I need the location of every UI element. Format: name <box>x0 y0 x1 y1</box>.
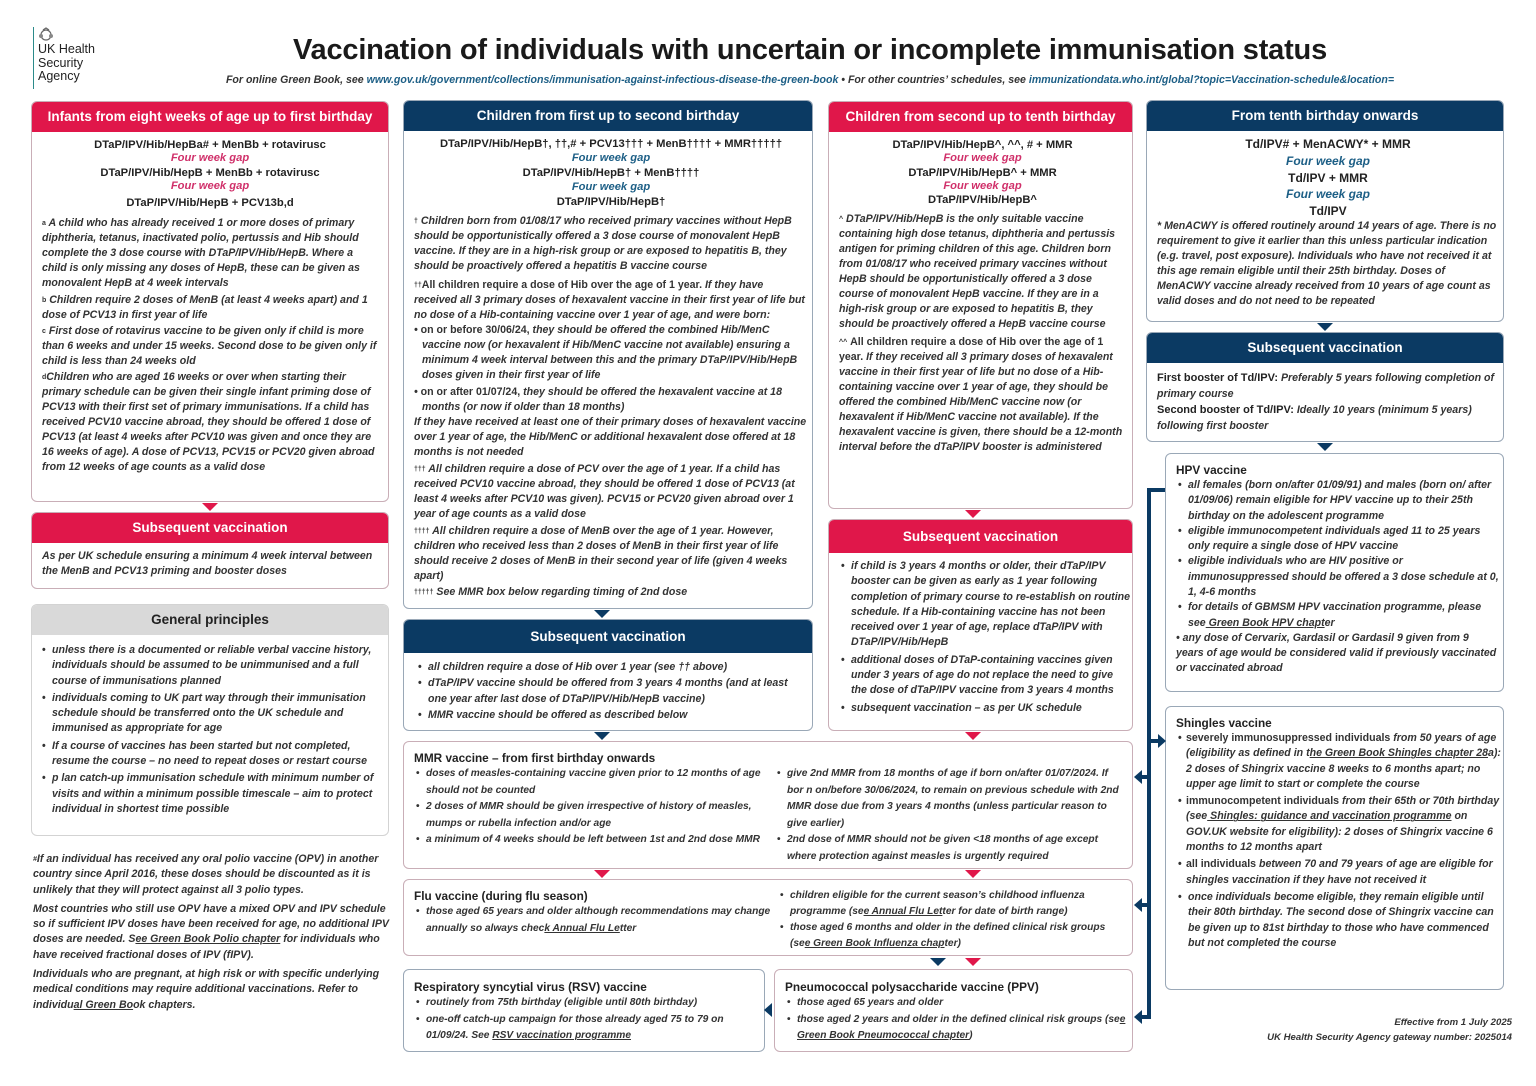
booster-label: Second booster of Td/IPV: <box>1157 404 1294 416</box>
effective-date: Effective from 1 July 2025 <box>1394 1017 1512 1028</box>
tenth-subsequent-header: Subsequent vaccination <box>1147 333 1503 363</box>
flu-right-column <box>778 888 1126 952</box>
green-book-influenza-link[interactable]: e Green Book Influenza chap <box>804 938 945 949</box>
subsequent-text: As per UK schedule ensuring a minimum 4 week interval between the MenB and PCV13 priming and booster doses <box>42 550 373 577</box>
rsv-panel <box>403 969 765 1052</box>
footnote <box>42 216 378 291</box>
shingles-item-text: between 70 and 79 years of age are eligible for shingles vaccination if they have not received it <box>1186 858 1493 886</box>
footnote-mark: † <box>414 218 418 225</box>
annual-flu-letter-link[interactable]: k Annual Flu Le <box>544 922 620 934</box>
flu-columns <box>414 888 1126 952</box>
footnote-text: All children require a dose of Hib over the age of 1 year. <box>421 279 703 291</box>
hpv-title: HPV vaccine <box>1176 463 1247 477</box>
footnote <box>839 212 1126 332</box>
footnote-text: on or after 01/07/24, <box>420 386 521 398</box>
polio-note <box>33 852 393 1013</box>
flu-title: Flu vaccine (during flu season) <box>414 889 588 903</box>
schedule-dose: DTaP/IPV/Hib/HepB† <box>556 196 666 208</box>
shingles-panel <box>1165 706 1504 990</box>
arrow-left-icon <box>1134 770 1142 784</box>
schedule-dose: DTaP/IPV/Hib/HepB + MenBb + rotavirusc <box>100 166 320 179</box>
subsequent-item: • MMR vaccine should be offered as described below <box>416 707 808 723</box>
ppv-item <box>785 1012 1128 1045</box>
footnote-mark: c <box>42 328 46 335</box>
schedule-gap: Four week gap <box>571 181 651 193</box>
flu-item-text: those aged 65 years and older although recommendations may change annually so always chec <box>426 906 771 934</box>
schedule-gap: Four week gap <box>1285 154 1371 168</box>
polio-note-text: If an individual has received any oral polio vaccine (OPV) in another country since April 2016, these doses should be discounted as it is unlikely that they will protect against all 3 polio types. <box>33 853 379 896</box>
children-1-2-panel <box>403 100 813 609</box>
footnote-text: Children require 2 doses of MenB (at least 4 weeks apart) and 1 dose of PCV13 in first year of life <box>42 294 368 321</box>
footnote-text: First dose of rotavirus vaccine to be given only if child is more than 6 weeks and under 15 weeks. Second dose to be given only if child is less than 24 weeks old <box>42 325 377 367</box>
footnote: * MenACWY is offered routinely around 14 years of age. There is no requirement to give it earlier than this unless particular indication (e.g. travel, post exposure). Individuals who have not received it at this age remain eligible until their 25th birthday. Doses of MenACWY vaccine already received from 10 years of age count as valid doses and do not need to be repeated <box>1157 220 1497 307</box>
arrow-right-icon <box>1158 734 1166 748</box>
flow-arrow-icon <box>965 510 981 518</box>
footnote-text: they should be offered the combined Hib/MenC vaccine now (or hexavalent if Hib/MenC vaccine not available) ensuring a minimum 4 week interval between this and the primary DTaP/IPV/Hib/HepB doses given in their first year of life <box>422 324 798 381</box>
hpv-item <box>1176 600 1499 631</box>
shingles-item-text: on GOV.UK website for eligibility): 2 doses of Shingrix vaccine 6 months to 12 months apart <box>1186 810 1493 854</box>
subsequent-item: • if child is 3 years 4 months or older, their dTaP/IPV booster can be given as early as 1 year following completion of primary course to re-establish on routine schedule. If a Hib-containing vaccine has not been received over 1 year of age, replace dTaP/IPV with DTaP/IPV/Hib/HepB <box>839 559 1130 651</box>
footnote-text: DTaP/IPV/Hib/HepB is the only suitable vaccine containing high dose tetanus, diphtheria and pertussis antigen for priming children of this age. Children born from 01/08/17 who received primary vaccines without HepB should be opportunistically offered a 3 dose course of monovalent HepB vaccine. If they are in a high-risk group or are exposed to hepatitis B, they should be proactively offered a HepB vaccine course <box>839 213 1116 330</box>
polio-note-p3 <box>33 967 393 1013</box>
children-1-2-subsequent-panel <box>403 619 813 731</box>
hpv-item-text: any dose of Cervarix, Gardasil or Gardasil 9 given from 9 years of age would be considered valid if previously vaccinated or vaccinated abroad <box>1176 631 1497 674</box>
subsequent-item: • additional doses of DTaP-containing vaccines given under 3 years of age do not replace the need to give the dose of dTaP/IPV vaccine from 3 years 4 months <box>839 653 1130 699</box>
mmr-item: • a minimum of 4 weeks should be left between 1st and 2nd dose MMR <box>414 832 775 849</box>
rsv-item <box>414 1012 760 1045</box>
footnote <box>42 324 378 369</box>
flow-arrow-icon <box>965 958 981 966</box>
mmr-item: • doses of measles-containing vaccine given prior to 12 months of age should not be counted <box>414 766 775 799</box>
footnote-text: Children born from 01/08/17 who received primary vaccines without HepB should be opportunistically offered a 3 dose course of monovalent HepB vaccine. If they are in a high-risk group or are exposed to hepatitis B, they should be proactively offered a hepatitis B vaccine course <box>414 215 792 272</box>
footnote <box>414 585 808 600</box>
hpv-item: • any dose of Cervarix, Gardasil or Gardasil 9 given from 9 years of age would be considered valid if previously vaccinated or vaccinated abroad <box>1176 631 1497 674</box>
schedule-dose: DTaP/IPV/Hib/HepB + PCV13b,d <box>126 197 294 209</box>
annual-flu-letter-link[interactable]: e Annual Flu Let <box>863 906 943 917</box>
schedule-gap: Four week gap <box>571 152 651 164</box>
flow-arrow-icon <box>930 958 946 966</box>
arrow-left-icon <box>1134 1010 1142 1024</box>
children-2-10-subsequent-header: Subsequent vaccination <box>829 520 1132 553</box>
hpv-item-text: for details of GBMSM HPV vaccination programme, please see <box>1188 601 1482 629</box>
footnote-text: A child who has already received 1 or more doses of primary diphtheria, tetanus, inactivated polio, pertussis and Hib should complete the 3 dose course with DTaP/IPV/Hib/HepB. Where a child is only missing any doses of HepB, these can be given as monovalent HepB at 4 week intervals <box>42 217 360 289</box>
mmr-left-column <box>414 766 775 865</box>
royal-crest-icon <box>38 27 113 43</box>
schedule-gap: Four week gap <box>170 152 250 164</box>
who-schedule-link[interactable]: immunizationdata.who.int/global?topic=Vaccination-schedule&location= <box>1028 74 1395 86</box>
footnote <box>414 214 808 274</box>
polio-note-p1 <box>33 852 393 898</box>
shingles-guidance-link[interactable]: Shingles: guidance and vaccination programme <box>1207 810 1452 823</box>
polio-note-text: Most countries who still use OPV have a mixed OPV and IPV schedule so if sufficient IPV doses have been received for age, no additional IPV doses are needed. S <box>33 902 389 946</box>
connector-line <box>1147 488 1165 492</box>
green-book-polio-link[interactable]: ee Green Book Polio chapter <box>135 933 281 946</box>
arrow-left-icon <box>1134 898 1142 912</box>
flow-arrow-icon <box>202 503 218 511</box>
footnote-bullet: • on or after 01/07/24, they should be offered the hexavalent vaccine at 18 months (or now if older than 18 months) <box>414 386 782 413</box>
shingles-item-text: all individuals <box>1186 858 1257 871</box>
flu-item-text: tter <box>619 922 637 934</box>
schedule-dose: DTaP/IPV/Hib/HepB^, ^^, # + MMR <box>892 139 1073 151</box>
green-book-chapters-link[interactable]: al Green Bo <box>73 998 134 1011</box>
org-name-line: UK Health <box>38 42 95 56</box>
footnote-bullet: • on or before 30/06/24, they should be offered the combined Hib/MenC vaccine now (or hexavalent if Hib/MenC vaccine not available) ensuring a minimum 4 week interval between this and the primary DTaP/IPV/Hib/HepB doses given in their first year of life <box>414 324 798 381</box>
schedule-dose: Td/IPV# + MenACWY* + MMR <box>1245 137 1411 151</box>
footnote <box>839 335 1126 455</box>
ppv-item: • those aged 65 years and older <box>785 995 1128 1012</box>
mmr-panel <box>403 741 1133 869</box>
flow-arrow-icon <box>594 732 610 740</box>
polio-note-text: Individuals who are pregnant, at high risk or with specific underlying medical conditions may require additional vaccinations. Refer to individu <box>33 968 380 1011</box>
org-name-line: Agency <box>38 69 80 83</box>
flow-arrow-icon <box>594 610 610 618</box>
shingles-item-text: from their 65th or 70th birthday (see <box>1186 795 1500 823</box>
footnote-mark: ††††† <box>414 589 434 596</box>
ppv-title: Pneumococcal polysaccharide vaccine (PPV) <box>785 980 1039 994</box>
footnote-mark: ^^ <box>839 339 848 346</box>
green-book-hpv-link[interactable]: Green Book HPV chapt <box>1205 616 1325 629</box>
flu-item-text: ter for date of birth range) <box>942 906 1068 917</box>
booster-1 <box>1157 370 1499 402</box>
mmr-item: • 2nd dose of MMR should not be given <18 months of age except where protection against measles is urgently required <box>775 832 1126 865</box>
flow-arrow-icon <box>965 870 981 878</box>
infants-subsequent-panel <box>31 512 389 589</box>
tenth-birthday-panel <box>1146 100 1504 322</box>
booster-text: Ideally 10 years (minimum 5 years) following first booster <box>1157 404 1472 432</box>
shingles-item <box>1176 794 1501 855</box>
booster-text: Preferably 5 years following completion of primary course <box>1157 372 1495 400</box>
rsv-item-text: one-off catch-up campaign for those already aged 75 to 79 on 01/09/24. See <box>426 1013 724 1041</box>
booster-2 <box>1157 402 1499 434</box>
hpv-item: • eligible immunocompetent individuals aged 11 to 25 years only require a single dose of HPV vaccine <box>1176 524 1499 555</box>
principle-item: • individuals coming to UK part way through their immunisation schedule should be transferred onto the UK schedule and immunised as appropriate for age <box>40 691 384 737</box>
footnote-text: All children require a dose of PCV over the age of 1 year. If a child has received PCV10 vaccine abroad, they should be offered 1 dose of PCV13 (at least 4 weeks after PCV10 was given). PCV15 or PCV20 given abroad over 1 year of age counts as a valid dose <box>414 463 795 520</box>
shingles-item-text: a): 2 doses of Shingrix vaccine 8 weeks to 6 months apart; no upper age limit to start or complete the course <box>1186 747 1501 790</box>
connector-line <box>1142 903 1150 907</box>
green-book-pneumococcal-link[interactable]: e Green Book Pneumococcal chapter <box>797 1013 1126 1041</box>
footnote-mark: †††† <box>414 528 430 535</box>
flu-left-column <box>414 888 778 952</box>
footnote-mark: a <box>42 220 46 227</box>
connector-line <box>1142 775 1150 779</box>
children-1-2-subsequent-header: Subsequent vaccination <box>404 620 812 653</box>
ppv-item-text: ) <box>969 1030 973 1041</box>
subsequent-item: • subsequent vaccination – as per UK schedule <box>839 701 1130 716</box>
org-name-line: Security <box>38 55 84 70</box>
shingles-item: • once individuals become eligible, they remain eligible until their 80th birthday. The second dose of Shingrix vaccine can be given up to 81st birthday to those who have commenced but not completed the course <box>1176 890 1501 951</box>
schedule-dose: DTaP/IPV/Hib/HepB† + MenB†††† <box>522 167 700 179</box>
green-book-link[interactable]: www.gov.uk/government/collections/immunisation-against-infectious-disease-the-green-book <box>366 74 839 86</box>
gateway-number: UK Health Security Agency gateway number: 2025014 <box>1267 1032 1512 1043</box>
shingles-item-text: severely immunosuppressed individuals <box>1186 732 1391 744</box>
flu-item-text: those aged 6 months and older in the defined clinical risk groups (se <box>789 922 1106 949</box>
children-2-10-panel <box>828 101 1133 509</box>
connector-line <box>1147 488 1151 1019</box>
subtitle-text: • For other countries’ schedules, see <box>838 74 1029 86</box>
subtitle-text: For online Green Book, see <box>225 74 367 86</box>
schedule-dose: DTaP/IPV/Hib/HepB†, ††,# + PCV13††† + MenB†††† + MMR††††† <box>439 138 783 150</box>
children-2-10-subsequent-panel <box>828 519 1133 731</box>
mmr-item: • 2 doses of MMR should be given irrespective of history of measles, mumps or rubella infection and/or age <box>414 799 775 832</box>
ppv-panel <box>774 969 1133 1052</box>
tenth-subsequent-panel <box>1146 332 1504 442</box>
infants-subsequent-header: Subsequent vaccination <box>32 513 388 543</box>
footnote-text: If they received all 3 primary doses of hexavalent vaccine in their first year of life but no dose of a Hib-containing vaccine over 1 year of age, they should be offered the combined Hib/MenC vaccine now (or hexavalent if Hib/MenC vaccine not available). If the hexavalent vaccine is given, there should be a 12-month interval before the dTaP/IPV booster is administered <box>839 351 1123 453</box>
polio-note-p2 <box>33 902 393 963</box>
tenth-birthday-header: From tenth birthday onwards <box>1147 101 1503 131</box>
schedule-dose: DTaP/IPV/Hib/HepB^ <box>928 194 1037 206</box>
page-title: Vaccination of individuals with uncertain or incomplete immunisation status <box>293 34 1327 66</box>
connector-line <box>1142 1015 1150 1019</box>
footnote: If they have received at least one of their primary doses of hexavalent vaccine over 1 year of age, the Hib/MenC or additional hexavalent dose offered at 18 months is not needed <box>414 416 807 458</box>
general-principles-panel <box>31 604 389 836</box>
polio-note-text: ok chapters. <box>133 998 196 1011</box>
flu-item-text: children eligible for the current season’s childhood influenza programme (se <box>789 890 1085 917</box>
schedule-gap: Four week gap <box>943 152 1022 164</box>
schedule-gap: Four week gap <box>1285 187 1371 201</box>
flu-item <box>778 920 1126 952</box>
footnote-text: Children who are aged 16 weeks or over when starting their primary schedule can be given their single infant priming dose of PCV13 with their first set of primary immunisations. If a child has received PCV10 vaccine abroad, they should be offered 1 dose of PCV13 (at least 4 weeks after PCV10 was given and once they are 16 weeks of age). A dose of PCV13, PCV15 or PCV20 given abroad from 12 weeks of age counts as a valid dose <box>42 371 375 473</box>
schedule-dose: Td/IPV <box>1309 204 1347 218</box>
schedule-gap: Four week gap <box>943 179 1022 192</box>
hpv-item: • all females (born on/after 01/09/91) and males (born on/ after 01/09/06) remain eligible for HPV vaccine up to their 25th birthday on the adolescent programme <box>1176 478 1499 524</box>
booster-label: First booster of Td/IPV: <box>1157 372 1279 384</box>
green-book-shingles-link[interactable]: he Green Book Shingles chapter 28 <box>1309 747 1488 760</box>
shingles-item <box>1176 857 1501 888</box>
children-2-10-header: Children from second up to tenth birthday <box>829 102 1132 132</box>
footnote-text: If they have received all 3 primary doses of hexavalent vaccine in their first year of life but no dose of a Hib-containing vaccine over 1 year of age, and were born: <box>414 279 805 321</box>
shingles-item-text: immunocompetent individuals <box>1186 795 1340 808</box>
footnote <box>414 524 808 584</box>
hpv-item-text: er <box>1324 616 1335 629</box>
footnote <box>414 462 808 522</box>
infants-panel <box>31 101 389 502</box>
footnote-text: All children require a dose of Hib over the age of 1 year. <box>839 336 1104 363</box>
footnote <box>414 278 808 323</box>
ukhsa-logo <box>33 27 113 89</box>
footnote-mark: # <box>33 856 37 863</box>
mmr-right-column <box>775 766 1126 865</box>
footnote-mark: †† <box>414 282 422 289</box>
rsv-item: • routinely from 75th birthday (eligible until 80th birthday) <box>414 995 760 1012</box>
children-1-2-header: Children from first up to second birthday <box>404 101 812 131</box>
flu-item-text: ter) <box>944 938 961 949</box>
schedule-gap: Four week gap <box>170 179 250 192</box>
flu-item <box>778 888 1126 920</box>
shingles-item-text: from 50 years of age (eligibility as defined in t <box>1186 732 1497 760</box>
footnote-mark: d <box>42 374 47 381</box>
footnote-text: on or before 30/06/24, <box>420 324 530 336</box>
rsv-title: Respiratory syncytial virus (RSV) vaccine <box>414 980 647 994</box>
hpv-item: • eligible individuals who are HIV positive or immunosuppressed should be offered a 3 dose schedule at 0, 1, 4-6 months <box>1176 554 1499 600</box>
subsequent-item: • all children require a dose of Hib over 1 year (see †† above) <box>416 659 808 675</box>
polio-note-text: for individuals who have received fractional doses of IPV (fIPV). <box>33 933 380 961</box>
footnote <box>42 293 378 323</box>
footnote-mark: ††† <box>414 466 426 473</box>
mmr-title: MMR vaccine – from first birthday onwards <box>414 751 656 765</box>
schedule-dose: Td/IPV + MMR <box>1288 171 1368 185</box>
footnote-text: All children require a dose of MenB over the age of 1 year. However, children who received less than 2 doses of MenB in their first year of life should receive 2 doses of MenB in their second year of life (given 4 weeks apart) <box>414 525 788 582</box>
flow-arrow-icon <box>965 732 981 740</box>
hpv-panel <box>1165 453 1504 692</box>
footnote-text: they should be offered the hexavalent vaccine at 18 months (or now if older than 18 months) <box>422 386 782 413</box>
subsequent-item: • dTaP/IPV vaccine should be offered from 3 years 4 months (and at least one year after last dose of DTaP/IPV/Hib/HepB vaccine) <box>416 675 808 707</box>
infants-header: Infants from eight weeks of age up to first birthday <box>32 102 388 132</box>
rsv-programme-link[interactable]: RSV vaccination programme <box>492 1030 631 1041</box>
schedule-dose: DTaP/IPV/Hib/HepB^ + MMR <box>908 166 1057 179</box>
shingles-item <box>1176 731 1501 792</box>
mmr-columns <box>414 766 1126 865</box>
flow-arrow-icon <box>1317 443 1333 451</box>
principle-item: • unless there is a documented or reliable verbal vaccine history, individuals should be assumed to be unimmunised and a full course of immunisations planned <box>40 643 384 689</box>
flu-panel <box>403 879 1133 956</box>
general-principles-header: General principles <box>32 605 388 635</box>
footnote-text: See MMR box below regarding timing of 2nd dose <box>436 586 688 598</box>
flow-arrow-icon <box>1317 323 1333 331</box>
arrow-left-icon <box>764 1003 772 1017</box>
principle-item: • If a course of vaccines has been started but not completed, resume the course – no need to repeat doses or restart course <box>40 739 384 770</box>
principle-item: • p lan catch-up immunisation schedule with minimum number of visits and within a minimum possible timescale – aim to protect individual in shortest time possible <box>40 771 384 817</box>
footnote-mark: b <box>42 297 47 304</box>
flow-arrow-icon <box>594 870 610 878</box>
page-subtitle <box>140 74 1480 86</box>
ppv-item-text: those aged 2 years and older in the defined clinical risk groups (se <box>797 1013 1120 1025</box>
mmr-item: • give 2nd MMR from 18 months of age if born on/after 01/07/2024. If bor n on/before 30/06/2024, to remain on previous schedule with 2nd MMR dose due from 3 years 4 months (unless particular reason to give earlier) <box>775 766 1126 832</box>
footer <box>1160 1015 1512 1045</box>
flu-item <box>414 904 778 937</box>
footnote-mark: ^ <box>839 216 844 223</box>
shingles-title: Shingles vaccine <box>1176 716 1272 730</box>
schedule-dose: DTaP/IPV/Hib/HepBa# + MenBb + rotavirusc <box>94 139 326 151</box>
footnote <box>42 370 378 475</box>
